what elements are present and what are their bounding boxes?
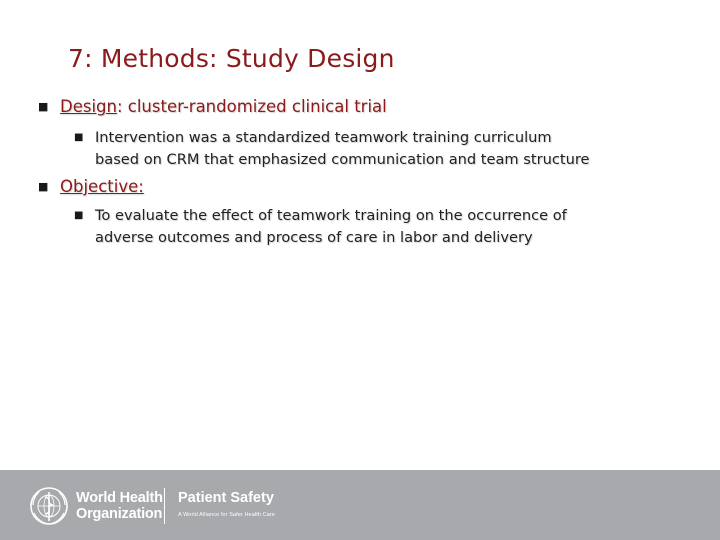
bullet-objective-label: Objective:: [60, 177, 144, 196]
square-bullet-icon: ■: [74, 132, 84, 143]
sub-bullet-intervention: [74, 127, 590, 171]
footer-divider: [164, 488, 165, 524]
bullet-design-text: : cluster-randomized clinical trial: [116, 97, 387, 116]
square-bullet-icon: ■: [38, 100, 49, 113]
slide-title: 7: Methods: Study Design: [68, 44, 395, 73]
bullet-design: [38, 97, 387, 116]
bullet-objective: [38, 177, 144, 196]
program-title: Patient Safety: [178, 490, 274, 506]
who-emblem-icon: [28, 485, 70, 527]
program-tagline: A World Alliance for Safer Health Care: [178, 512, 275, 518]
sub-bullet-line: adverse outcomes and process of care in labor and delivery: [95, 229, 533, 246]
who-name-line1: World Health: [76, 490, 163, 506]
square-bullet-icon: ■: [74, 210, 84, 221]
who-organization-name: [76, 490, 163, 522]
bullet-design-label: Design: [60, 97, 117, 116]
square-bullet-icon: ■: [38, 180, 49, 193]
sub-bullet-line: Intervention was a standardized teamwork training curriculum: [95, 129, 552, 146]
sub-bullet-line: To evaluate the effect of teamwork training on the occurrence of: [95, 207, 567, 224]
footer-bar: [0, 470, 720, 540]
sub-bullet-objective: [74, 205, 567, 249]
who-name-line2: Organization: [76, 506, 163, 522]
sub-bullet-line: based on CRM that emphasized communication and team structure: [95, 151, 590, 168]
